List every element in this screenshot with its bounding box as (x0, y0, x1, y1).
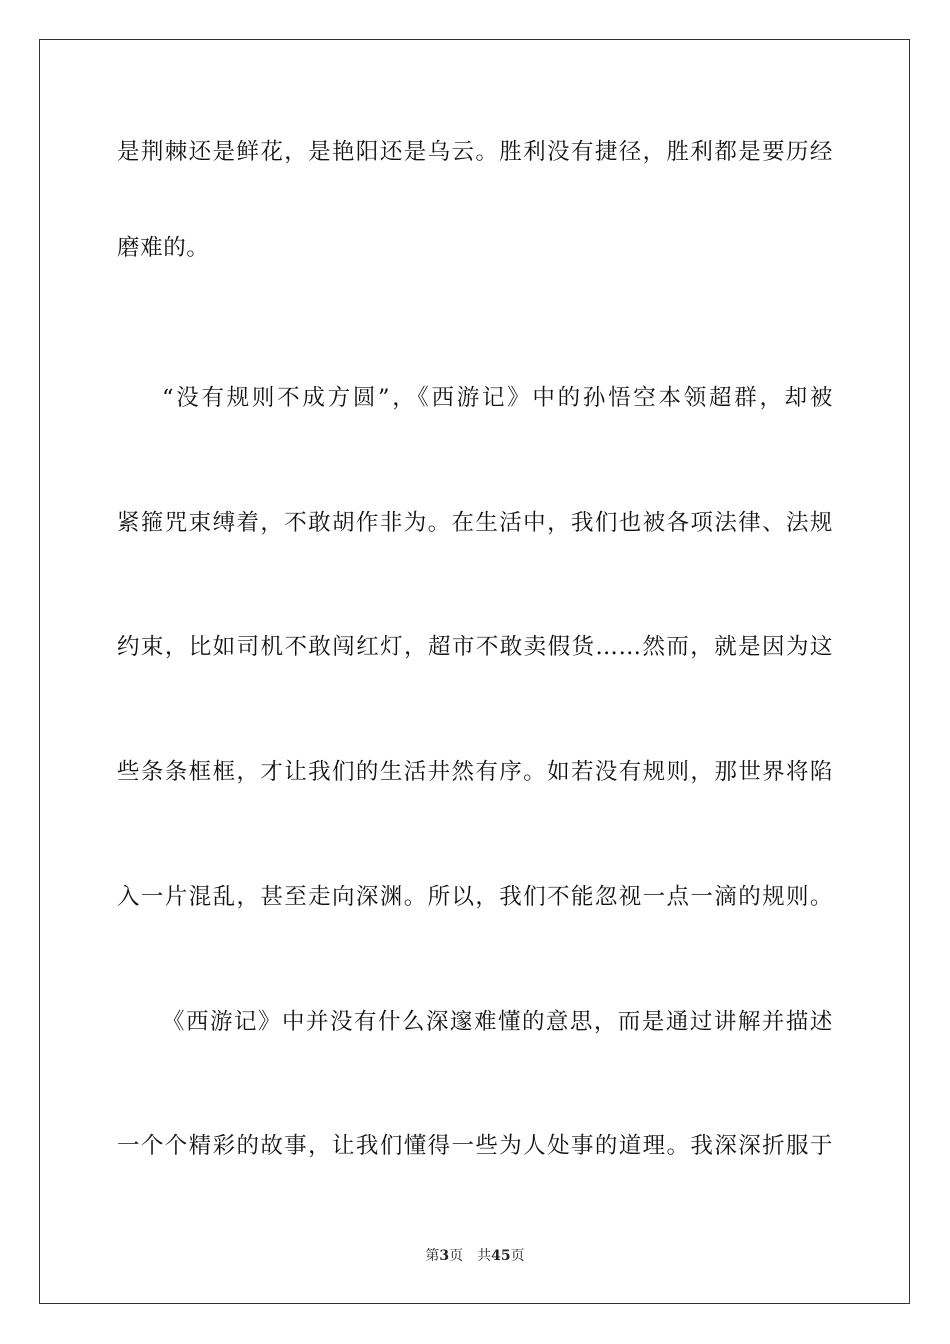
footer-page-suffix: 页 (449, 1248, 464, 1264)
footer-total-suffix: 页 (510, 1248, 525, 1264)
text-line-9: 一个个精彩的故事，让我们懂得一些为人处事的道理。我深深折服于 (117, 1133, 833, 1159)
text-line-1: 是荆棘还是鲜花，是艳阳还是乌云。胜利没有捷径，胜利都是要历经 (117, 139, 833, 165)
text-line-3: “没有规则不成方圆”，《西游记》中的孙悟空本领超群，却被 (162, 385, 833, 411)
footer-total-pages: 45 (491, 1248, 511, 1264)
text-line-6: 些条条框框，才让我们的生活井然有序。如若没有规则，那世界将陷 (117, 759, 833, 785)
page-border (39, 39, 910, 1304)
page-footer (0, 1247, 950, 1265)
footer-page-prefix: 第 (425, 1248, 440, 1264)
footer-page-number: 3 (439, 1248, 450, 1264)
text-line-2: 磨难的。 (117, 235, 210, 261)
text-line-5: 约束，比如司机不敢闯红灯，超市不敢卖假货……然而，就是因为这 (117, 634, 833, 660)
text-line-7: 入一片混乱，甚至走向深渊。所以，我们不能忽视一点一滴的规则。 (117, 884, 833, 910)
footer-total-prefix: 共 (477, 1248, 492, 1264)
text-line-4: 紧箍咒束缚着，不敢胡作非为。在生活中，我们也被各项法律、法规 (117, 510, 833, 536)
text-line-8: 《西游记》中并没有什么深邃难懂的意思，而是通过讲解并描述 (162, 1009, 833, 1035)
